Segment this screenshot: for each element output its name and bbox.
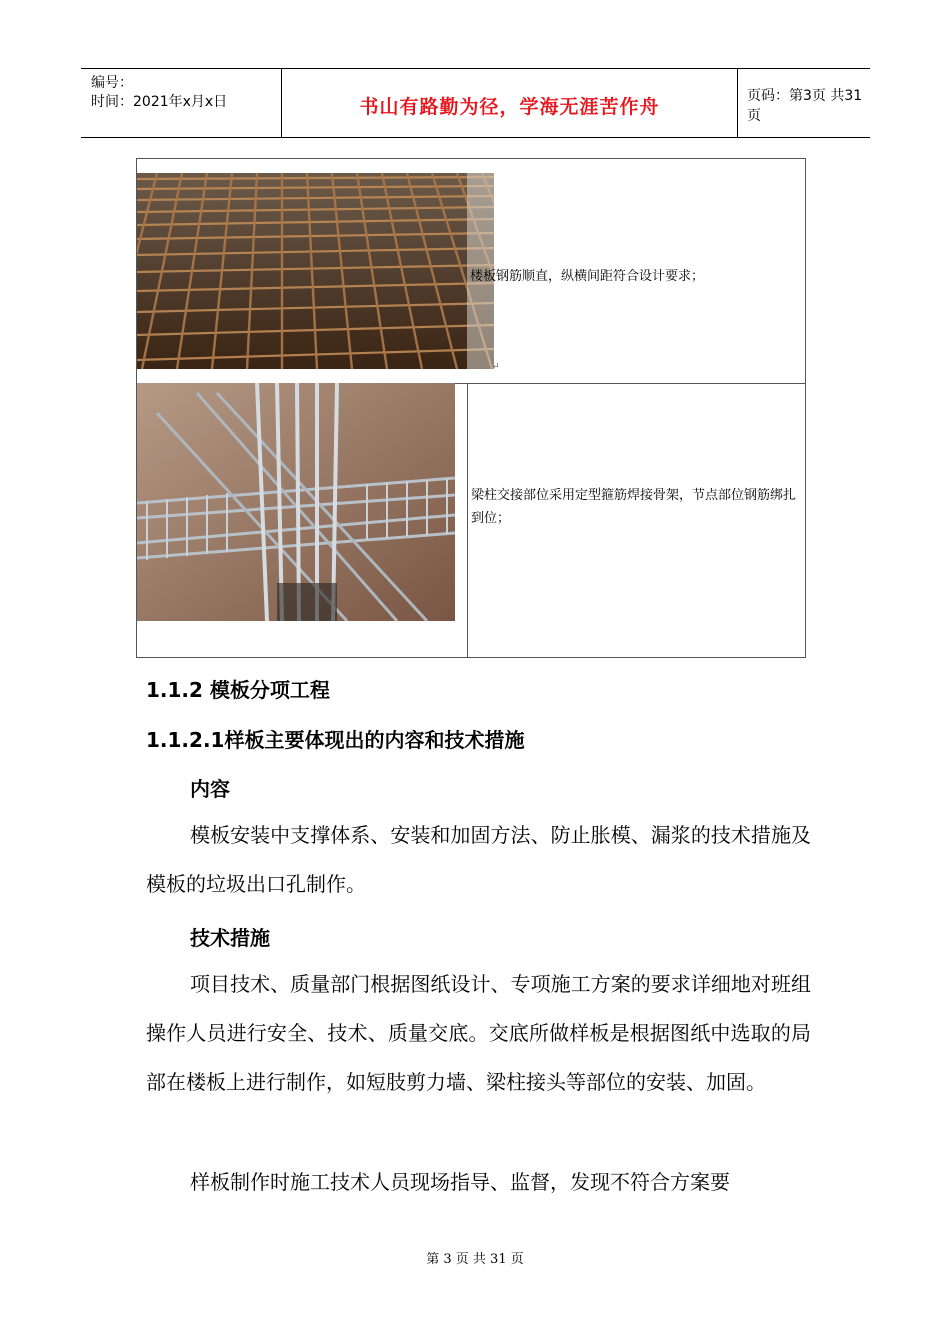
header-motto-cell [281, 69, 738, 137]
page-info: 页码：第3页 共31页 [747, 88, 863, 124]
header-meta-cell [81, 69, 281, 137]
paragraph-mark: ↵ [492, 362, 500, 372]
measures-title: 技术措施 [190, 926, 270, 950]
number-label: 编号： [91, 75, 133, 91]
subsection-heading: 1.1.2.1样板主要体现出的内容和技术措施 [146, 728, 525, 752]
header-page-cell [737, 69, 870, 137]
content-paragraph: 模板安装中支撑体系、安装和加固方法、防止胀模、漏浆的技术措施及模板的垃圾出口孔制作。 [146, 823, 811, 896]
measures-paragraph: 项目技术、质量部门根据图纸设计、专项施工方案的要求详细地对班组操作人员进行安全、技术、质量交底。交底所做样板是根据图纸中选取的局部在楼板上进行制作，如短肢剪力墙、梁柱接头等部位的安装、加固。 [146, 972, 811, 1094]
column-divider [467, 383, 468, 657]
measures-paragraph-continued: 样板制作时施工技术人员现场指导、监督，发现不符合方案要 [190, 1170, 730, 1194]
slab-rebar-caption: 楼板钢筋顺直，纵横间距符合设计要求； [470, 269, 705, 284]
slab-rebar-photo [137, 173, 494, 369]
document-header [81, 68, 870, 138]
beam-column-joint-caption: 梁柱交接部位采用定型箍筋焊接骨架，节点部位钢筋绑扎到位； [471, 488, 797, 526]
section-heading: 1.1.2 模板分项工程 [146, 678, 330, 702]
page-footer: 第 3 页 共 31 页 [426, 1252, 524, 1267]
photo-table [136, 158, 806, 658]
beam-column-joint-photo [137, 383, 455, 621]
time-label: 时间：2021年x月x日 [91, 94, 228, 110]
content-title: 内容 [190, 777, 230, 801]
motto: 书山有路勤为径，学海无涯苦作舟 [359, 95, 660, 118]
